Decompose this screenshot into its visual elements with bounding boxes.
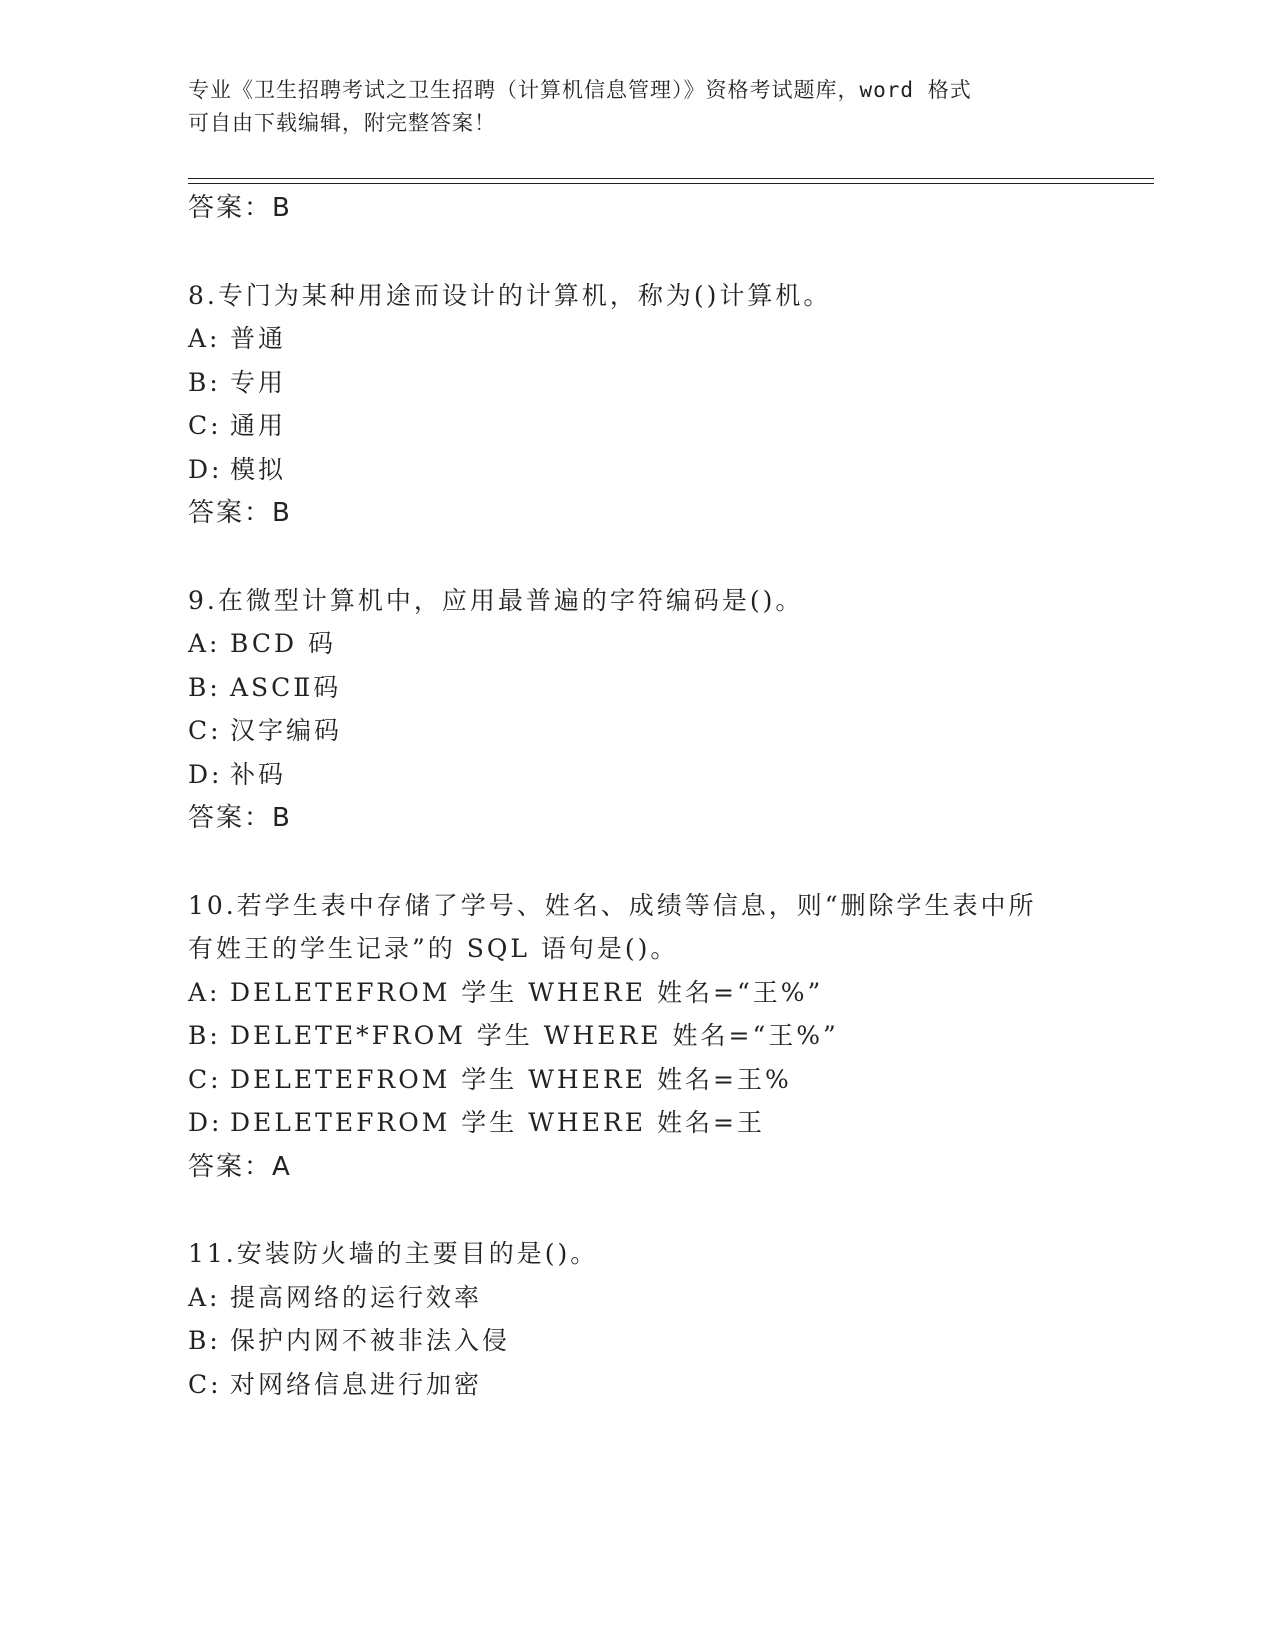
question-11-option-c — [188, 1368, 482, 1402]
option-letter: A: — [188, 978, 221, 1007]
header-divider-top — [188, 178, 1154, 179]
header-line-1: 专业《卫生招聘考试之卫生招聘（计算机信息管理）》资格考试题库，word 格式 — [188, 78, 972, 102]
answer-q7: 答案：B — [188, 193, 292, 223]
question-11-option-b — [188, 1324, 510, 1358]
answer-q10: 答案：A — [188, 1152, 292, 1182]
option-text: DELETE*FROM 学生 WHERE 姓名=“王%” — [230, 1021, 839, 1050]
option-letter: B: — [188, 673, 221, 702]
question-10-option-c — [188, 1063, 792, 1097]
question-10-option-d — [188, 1106, 765, 1140]
question-10-stem-line-1: 10.若学生表中存储了学号、姓名、成绩等信息，则“删除学生表中所 — [188, 891, 1037, 920]
option-letter: C: — [188, 1370, 222, 1399]
question-8-option-d — [188, 453, 286, 487]
option-letter: B: — [188, 1326, 221, 1355]
option-text: BCD 码 — [230, 629, 336, 658]
question-10-option-a — [188, 976, 823, 1010]
option-text: 模拟 — [230, 455, 287, 484]
question-8-stem: 8.专门为某种用途而设计的计算机，称为()计算机。 — [188, 281, 832, 310]
option-letter: B: — [188, 1021, 221, 1050]
answer-q9: 答案：B — [188, 803, 292, 833]
document-header — [188, 74, 1088, 140]
option-letter: A: — [188, 629, 221, 658]
option-text: DELETEFROM 学生 WHERE 姓名=王 — [230, 1108, 765, 1137]
option-text: DELETEFROM 学生 WHERE 姓名=王% — [230, 1065, 792, 1094]
question-11-option-a — [188, 1281, 482, 1315]
option-text: 汉字编码 — [230, 716, 343, 745]
option-text: 专用 — [230, 368, 287, 397]
option-text: 提高网络的运行效率 — [230, 1283, 483, 1312]
question-8-option-c — [188, 409, 286, 443]
question-9-option-c — [188, 714, 342, 748]
header-divider-bottom — [188, 183, 1154, 184]
option-text: 普通 — [230, 324, 287, 353]
question-8-option-b — [188, 366, 286, 400]
option-letter: C: — [188, 1065, 222, 1094]
option-text: 补码 — [230, 760, 287, 789]
question-8-option-a — [188, 322, 286, 356]
question-10-stem-line-2: 有姓王的学生记录”的 SQL 语句是()。 — [188, 934, 679, 963]
option-text: 对网络信息进行加密 — [230, 1370, 483, 1399]
question-9-option-b — [188, 671, 341, 705]
option-text: DELETEFROM 学生 WHERE 姓名=“王%” — [230, 978, 824, 1007]
option-letter: A: — [188, 324, 221, 353]
option-letter: D: — [188, 455, 223, 484]
answer-q8: 答案：B — [188, 498, 292, 528]
question-9-option-d — [188, 758, 286, 792]
option-letter: C: — [188, 411, 222, 440]
question-10-option-b — [188, 1019, 839, 1053]
question-9-stem: 9.在微型计算机中，应用最普遍的字符编码是()。 — [188, 586, 804, 615]
option-text: ASCⅡ码 — [230, 673, 342, 702]
question-9-option-a — [188, 627, 336, 661]
option-text: 通用 — [230, 411, 287, 440]
option-letter: D: — [188, 1108, 223, 1137]
question-11-stem: 11.安装防火墙的主要目的是()。 — [188, 1239, 599, 1268]
option-letter: D: — [188, 760, 223, 789]
option-text: 保护内网不被非法入侵 — [230, 1326, 511, 1355]
option-letter: A: — [188, 1283, 221, 1312]
option-letter: B: — [188, 368, 221, 397]
option-letter: C: — [188, 716, 222, 745]
header-line-2: 可自由下载编辑，附完整答案！ — [188, 111, 496, 135]
